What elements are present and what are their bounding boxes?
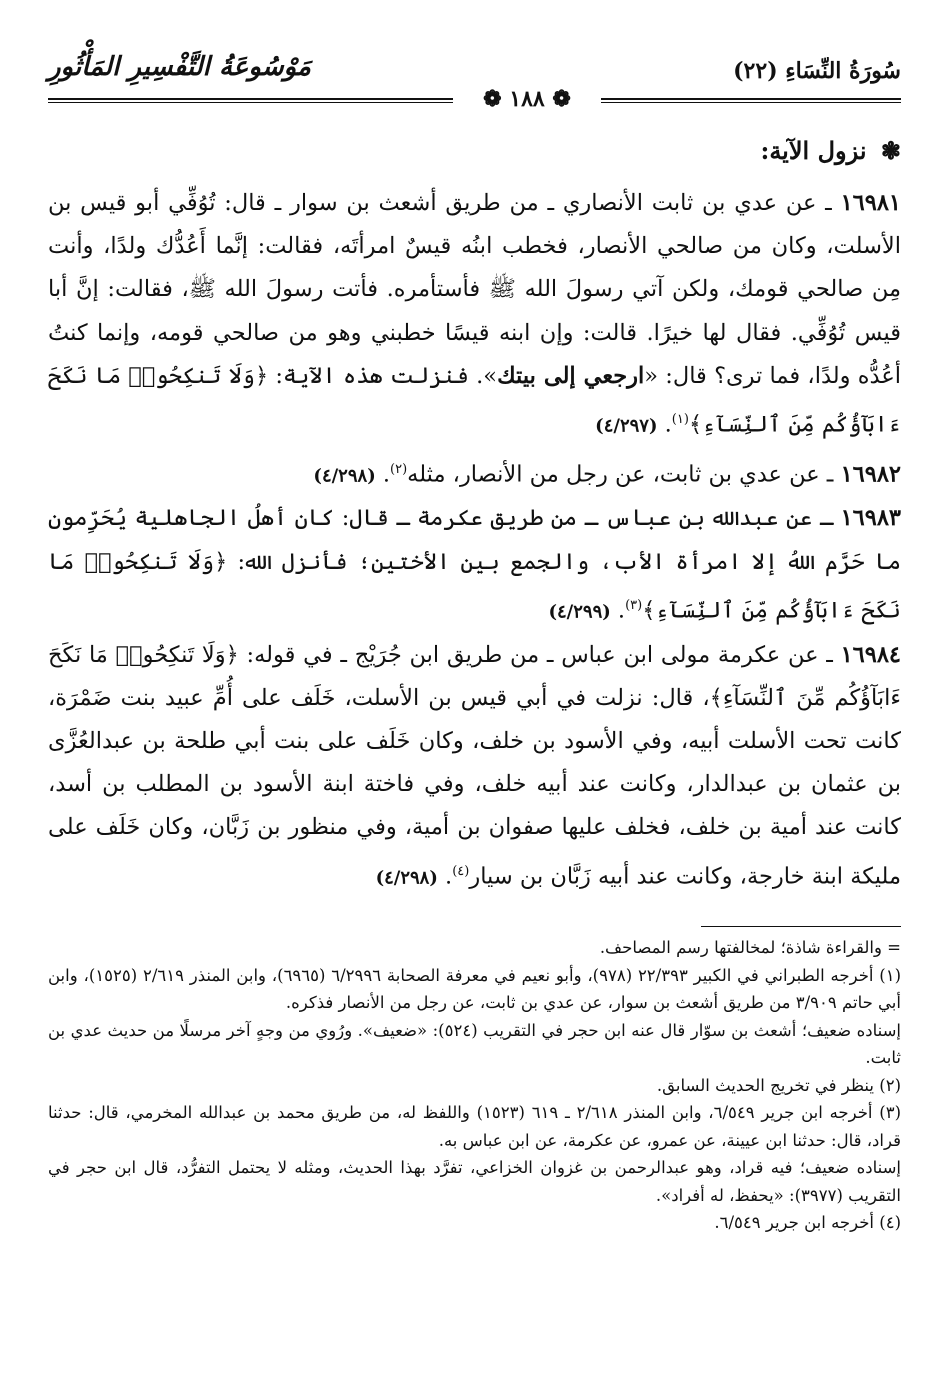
page-number-bar — [48, 86, 901, 114]
hadith-number: ١٦٩٨٣ — [840, 505, 901, 532]
footnote: (١) أخرجه الطبراني في الكبير ٢٢/٣٩٣ (٩٧٨)، وأبو نعيم في معرفة الصحابة ٦/٢٩٩٦ (٦٩٦٥)، وابن المنذر ٢/٦١٩ (١٥٢٥)، وابن أبي حاتم ٣/٩٠٩ من طريق أشعث بن سوار، عن عدي بن ثابت، عن رجل من الأنصار فذكره. — [48, 965, 902, 1012]
hadith-text: ـ عن عكرمة مولى ابن عباس ـ من طريق ابن جُرَيْج ـ في قوله: ﴿وَلَا تَنكِحُوا۟ مَا نَكَحَ ءَابَآؤُكُم مِّنَ ٱلنِّسَآءِ﴾، قال: نزلت في أبي قيس بن الأسلت، خَلَف على أُمِّ عبيد بنت ضَمْرَة، كانت تحت الأسلت أبيه، وفي الأسود بن خلف، وكان خَلَف على بنت أبي طلحة بن عبدالعُزَّى بن عثمان بن عبدالدار، وكانت عند أبيه خلف، وفي فاختة ابنة الأسود بن المطلب بن أسد، كانت عند أمية بن خلف، فخلف عليها صفوان بن أمية، وفي منظور بن زَبَّان، وكان خَلَف على مليكة ابنة خارجة، وكانت عند أبيه زَبَّان بن سيار — [48, 641, 901, 890]
hadith-text: ـ عن عدي بن ثابت، عن رجل من الأنصار، مثله — [407, 461, 834, 488]
footnotes — [48, 934, 901, 1237]
hadith-text-continued: ». فنزلت هذه الآية: ﴿وَلَا تَنكِحُوا۟ مَا نَكَحَ ءَابَآؤُكُم مِّنَ ٱلنِّسَآءِ﴾ — [48, 362, 901, 438]
footnote-marker[interactable]: (٣) — [625, 597, 643, 613]
volume-reference: (٤/٢٩٧) — [595, 415, 658, 437]
volume-reference: (٤/٢٩٨) — [375, 867, 438, 889]
hadith-paragraph: ١٦٩٨١ ـ عن عدي بن ثابت الأنصاري ـ من طريق أشعث بن سوار ـ قال: تُوُفِّي أبو قيس بن الأسلت، وكان من صالحي الأنصار، فخطب ابنُه قيسٌ امرأتَه، فقالت: إنَّما أَعُدُّك ولدًا، وأنت مِن صالحي قومك، ولكن آتي رسولَ الله ﷺ فأستأمره. فأتت رسولَ الله ﷺ، فقالت: إنَّ أبا قيس تُوُفِّي. فقال لها خيرًا. قالت: وإن ابنه قيسًا خطبني وهو من صالحي قومه، وإنما كنتُ أعُدُّه ولدًا، فما ترى؟ قال: «ارجعي إلى بيتك». فنزلت هذه الآية: ﴿وَلَا تَنكِحُوا۟ مَا نَكَحَ ءَابَآؤُكُم مِّنَ ٱلنِّسَآءِ﴾$^{(١)}$. (٤/٢٩٧) — [48, 190, 902, 438]
footnote-separator — [701, 926, 901, 927]
book-title-header: مَوْسُوعَةُ التَّفْسِيرِ المَأْثُورِ — [48, 52, 311, 82]
hadith-number: ١٦٩٨٤ — [840, 641, 901, 668]
section-title: ❃ نزول الآية: — [760, 136, 901, 165]
header-rule-right — [601, 98, 901, 100]
hadith-paragraph: ١٦٩٨٢ ـ عن عدي بن ثابت، عن رجل من الأنصار، مثله$^{(٢)}$. (٤/٢٩٨) — [313, 461, 901, 488]
hadith-number: ١٦٩٨١ — [840, 190, 902, 216]
footnote-marker[interactable]: (١) — [671, 412, 689, 428]
hadith-quote: ارجعي إلى بيتك — [497, 362, 645, 389]
footnote: = والقراءة شاذة؛ لمخالفتها رسم المصاحف. — [599, 938, 901, 957]
volume-reference: (٤/٢٩٨) — [313, 465, 376, 487]
header-rule-left-thin — [48, 102, 453, 103]
footnote: إسناده ضعيف؛ فيه قراد، وهو عبدالرحمن بن غزوان الخزاعي، تفرَّد بهذا الحديث، ومثله لا يحتمل التفرُّد، قال ابن حجر في التقريب (٣٩٧٧): «يحفظ، له أفراد». — [48, 1158, 901, 1205]
footnote: (٣) أخرجه ابن جرير ٦/٥٤٩، وابن المنذر ٢/٦١٨ ـ ٦١٩ (١٥٢٣) واللفظ له، من طريق محمد بن عبدالله المخرمي، قال: حدثنا قراد، قال: حدثنا ابن عيينة، عن عمرو، عن عكرمة، عن ابن عباس به. — [48, 1103, 901, 1150]
volume-reference: (٤/٢٩٩) — [548, 601, 611, 623]
ornament-icon: ❁ — [483, 86, 502, 112]
page-number: ❁ ١٨٨ ❁ — [483, 86, 571, 112]
hadith-paragraph: ١٦٩٨٤ ـ عن عكرمة مولى ابن عباس ـ من طريق ابن جُرَيْج ـ في قوله: ﴿وَلَا تَنكِحُوا۟ مَا نَكَحَ ءَابَآؤُكُم مِّنَ ٱلنِّسَآءِ﴾، قال: نزلت في أبي قيس بن الأسلت، خَلَف على أُمِّ عبيد بنت ضَمْرَة، كانت تحت الأسلت أبيه، وفي الأسود بن خلف، وكان خَلَف على بنت أبي طلحة بن عبدالعُزَّى بن عثمان بن عبدالدار، وكانت عند أبيه خلف، وفي فاختة ابنة الأسود بن المطلب بن أسد، كانت عند أمية بن خلف، فخلف عليها صفوان بن أمية، وفي منظور بن زَبَّان، وكان خَلَف على مليكة ابنة خارجة، وكانت عند أبيه زَبَّان بن سيار$^{(٤)}$. (٤/٢٩٨) — [48, 641, 901, 890]
main-text — [48, 182, 901, 899]
footnote: إسناده ضعيف؛ أشعث بن سوّار قال عنه ابن حجر في التقريب (٥٢٤): «ضعيف». ورُوي من وجهٍ آخر مرسلًا من حديث عدي بن ثابت. — [48, 1020, 901, 1067]
header-rule-left — [48, 98, 453, 100]
surah-header: سُورَةُ النِّسَاءِ (٢٢) — [733, 58, 901, 84]
ornament-icon: ❁ — [552, 86, 571, 112]
hadith-text: ـ عن عبدالله بن عباس ـ من طريق عكرمة ـ قال: كان أهلُ الجاهلية يُحَرِّمون ما حَرَّم اللهُ إلا امرأة الأب، والجمع بين الأختين؛ فأنزل الله: ﴿وَلَا تَنكِحُوا۟ مَا نَكَحَ ءَابَآؤُكُم مِّنَ ٱلنِّسَآءِ﴾ — [48, 505, 901, 624]
hadith-paragraph: ١٦٩٨٣ ـ عن عبدالله بن عباس ـ من طريق عكرمة ـ قال: كان أهلُ الجاهلية يُحَرِّمون ما حَرَّم اللهُ إلا امرأة الأب، والجمع بين الأختين؛ فأنزل الله: ﴿وَلَا تَنكِحُوا۟ مَا نَكَحَ ءَابَآؤُكُم مِّنَ ٱلنِّسَآءِ﴾$^{(٣)}$. (٤/٢٩٩) — [48, 505, 901, 624]
header-rule-right-thin — [601, 102, 901, 103]
footnote: (٢) ينظر في تخريج الحديث السابق. — [656, 1075, 901, 1095]
footnote: (٤) أخرجه ابن جرير ٦/٥٤٩. — [714, 1213, 901, 1232]
footnote-marker[interactable]: (٢) — [390, 461, 408, 477]
hadith-number: ١٦٩٨٢ — [840, 461, 901, 488]
hadith-text: ـ عن عدي بن ثابت الأنصاري ـ من طريق أشعث بن سوار ـ قال: تُوُفِّي أبو قيس بن الأسلت، وكان من صالحي الأنصار، فخطب ابنُه قيسٌ امرأتَه، فقالت: إنَّما أَعُدُّك ولدًا، وأنت مِن صالحي قومك، ولكن آتي رسولَ الله ﷺ فأستأمره. فأتت رسولَ الله ﷺ، فقالت: إنَّ أبا قيس تُوُفِّي. فقال لها خيرًا. قالت: وإن ابنه قيسًا خطبني وهو من صالحي قومه، وإنما كنتُ أعُدُّه ولدًا، فما ترى؟ قال: « — [48, 190, 902, 389]
footnote-marker[interactable]: (٤) — [452, 863, 470, 879]
flower-ornament-icon: ❃ — [880, 136, 901, 165]
